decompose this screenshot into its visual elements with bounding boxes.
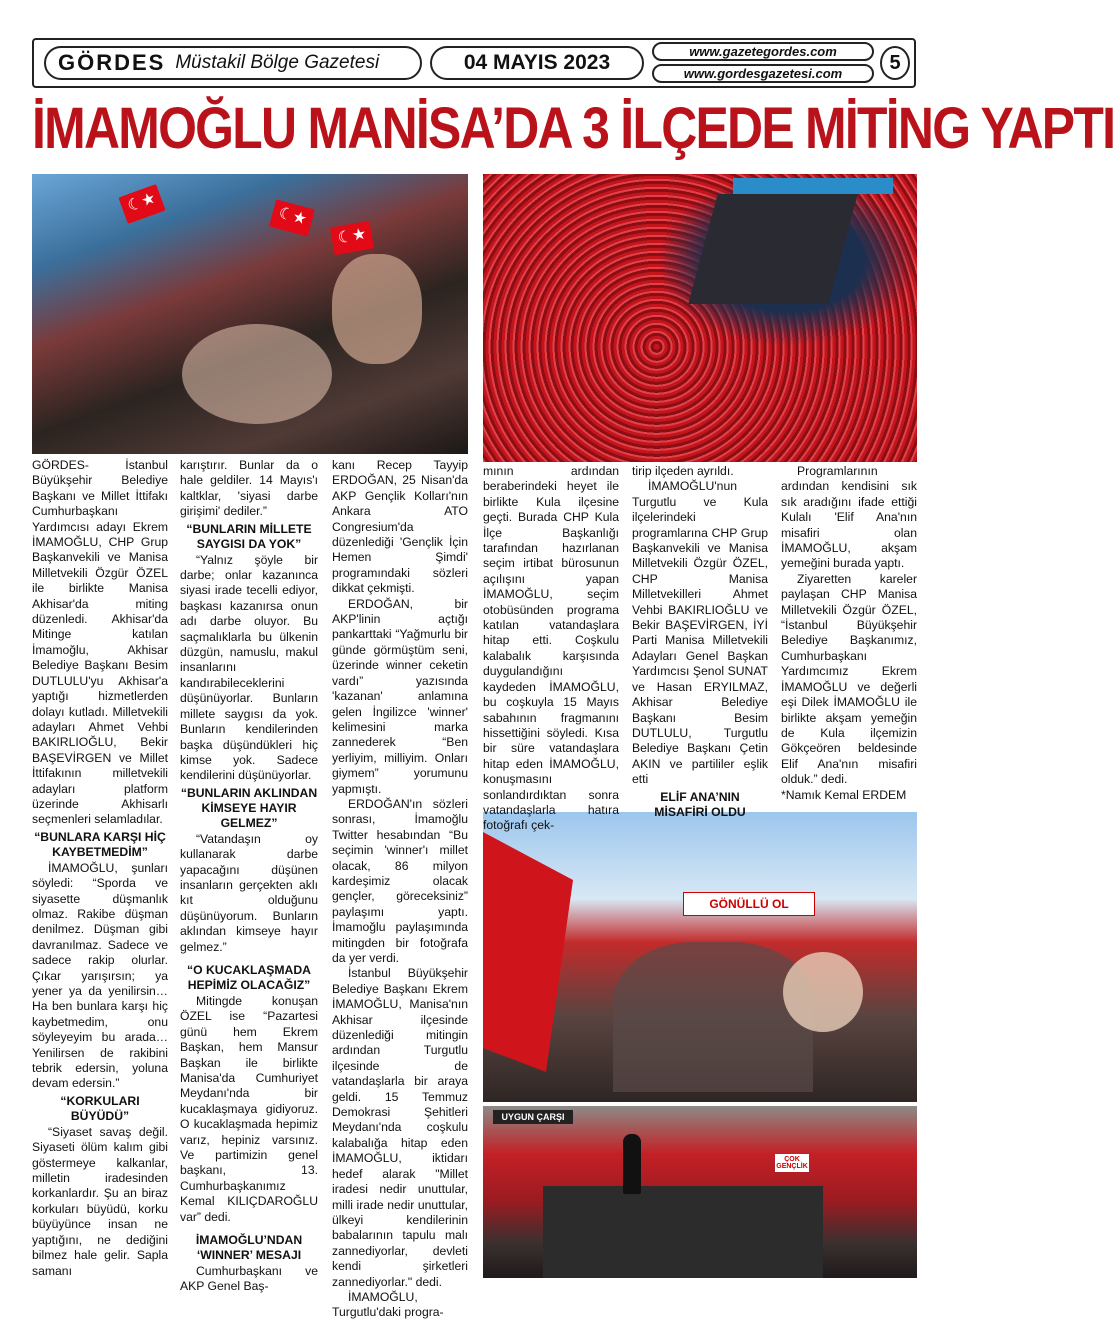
paragraph: “Siyaset savaş değil. Siyaseti ölüm kalım gibi göstermeye kalkanlar, milletin iradesinden korkanlardır. Şu an biraz korkuları büyüdü, korku büyüyünce insan ne yaptığını, ne dediğini bilmez hale gelir. Sapla samanı <box>32 1124 168 1278</box>
subheading: “BUNLARIN MİLLETE SAYGISI DA YOK” <box>186 521 312 551</box>
photo-rally-stage <box>483 1106 917 1278</box>
article-column-1 <box>32 458 168 1279</box>
sign-uygun-carsi: UYGUN ÇARŞI <box>493 1110 573 1124</box>
article-column-4 <box>483 464 619 834</box>
issue-date: 04 MAYIS 2023 <box>430 46 644 80</box>
paragraph: “Vatandaşın oy kullanarak darbe yapacağını düşünen insanların gerçekten aklı kıt olduğunu düşünüyorum. Bunların aklından kimseye hayır gelmez.” <box>180 831 318 954</box>
paragraph: İMAMOĞLU, Turgutlu'daki progra- <box>332 1289 444 1320</box>
paragraph: mının ardından beraberindeki heyet ile birlikte Kula ilçesine geçti. Burada CHP Kula İlçe Başkanlığı tarafından hazırlanan seçim irtibat bürosunun açılışını yapan İMAMOĞLU, seçim otobüsünden programa katılan vatandaşlara hitap etti. Coşkulu kalabalık karşısında duygulandığını kaydeden İMAMOĞLU, bu coşkuyla 15 Mayıs sabahının fragmanını hissettiğini söyledi. Kısa bir süre vatandaşlara hitap eden İMAMOĞLU, konuşmasını sonlandırdıktan sonra vatandaşlarla hatıra fotoğrafı çek- <box>483 464 619 833</box>
article-column-2 <box>180 458 318 1295</box>
banner-gonullu: GÖNÜLLÜ OL <box>683 892 815 916</box>
paragraph: Mitingde konuşan ÖZEL ise “Pazartesi günü hem Ekrem Başkan, hem Mansur Başkan ile birlikte Manisa'da Cumhuriyet Meydanı'nda bir kucaklaşmaya gidiyoruz. O kucaklaşmada hepimiz varız, hepiniz varsınız. Ve partimizin genel başkanı, 13. Cumhurbaşkanımız Kemal KILIÇDAROĞLU var” dedi. <box>180 993 318 1224</box>
author-signature: *Namık Kemal ERDEM <box>781 787 907 802</box>
subheading: “BUNLARA KARŞI HİÇ KAYBETMEDİM” <box>34 829 166 859</box>
subheading: “BUNLARIN AKLINDAN KİMSEYE HAYIR GELMEZ” <box>180 785 318 830</box>
photo-crowd-waving <box>483 812 917 1102</box>
page-number: 5 <box>880 46 910 80</box>
sign-genclik: ÇOK GENÇLİK <box>776 1156 808 1170</box>
subheading: ELİF ANA’NIN MİSAFİRİ OLDU <box>654 789 746 819</box>
paragraph: karıştırır. Bunlar da o hale geldiler. 14 Mayıs'ı kaltklar, 'siyasi darbe girişimi' dediler.” <box>180 458 318 519</box>
paragraph: ERDOĞAN'ın sözleri sonrası, İmamoğlu Twitter hesabından “Bu seçimin 'winner'ı millet olacak, 86 milyon kardeşimiz olacak gençler, göreceksiniz” paylaşımı yaptı. İmamoğlu paylaşımında mitingden bir fotoğrafa da yer verdi. <box>332 796 468 965</box>
paragraph: İMAMOĞLU, şunları söyledi: “Sporda ve siyasette düşmanlık olmaz. Rakibe düşman denilmez. Düşman gibi davranılmaz. Sadece ve sadece rakip olurlar. Çıkar yarışırsın; ya yener ya da yenilirsin… Ha ben bunlara karşı hiç kaybetmedim, onu söyleyeyim bu arada… Yenilirsen de rakibini tebrik edersin, yoluna devam edersin.” <box>32 860 168 1091</box>
subheading: “KORKULARI BÜYÜDÜ” <box>60 1093 140 1123</box>
headline: İMAMOĞLU MANİSA’DA 3 İLÇEDE MİTİNG YAPTI <box>32 96 1114 161</box>
newspaper-name-box <box>44 46 422 80</box>
paragraph: İMAMOĞLU'nun Turgutlu ve Kula ilçelerindeki programlarına CHP Grup Başkanvekili ve Manisa Milletvekili Özgür ÖZEL, CHP Manisa Milletvekilleri Ahmet Vehbi BAKIRLIOĞLU ve Bekir BAŞEVİRGEN, İYİ Parti Manisa Milletvekili Adayları Genel Başkan Yardımcısı Şenol SUNAT ve Hasan ERYILMAZ, Akhisar Belediye Başkanı Besim DUTLULU, Turgutlu Belediye Başkanı Çetin AKIN ve partililer eşlik etti <box>632 479 768 787</box>
paragraph: kanı Recep Tayyip ERDOĞAN, 25 Nisan'da AKP Gençlik Kolları'nın Ankara ATO Congresium'da düzenlediği 'Gençlik İçin Hemen Şimdi' programındaki sözleri dikkat çekmişti. <box>332 458 468 596</box>
website-url-2[interactable]: www.gordesgazetesi.com <box>652 64 874 83</box>
article-column-5 <box>632 464 768 821</box>
paragraph: GÖRDES- İstanbul Büyükşehir Belediye Başkanı ve Millet İttifakı Cumhurbaşkanı Yardımcısı adayı Ekrem İMAMOĞLU, CHP Grup Başkanvekili ve Manisa Milletvekili Özgür ÖZEL ile birlikte Manisa Akhisar'da miting düzenledi. Akhisar'da Mitinge katılan İmamoğlu, Akhisar Belediye Başkanı Besim DUTLULU'yu Akhisar'a yaptığı hizmetlerden dolayı kutladı. Milletvekili adayları Ahmet Vehbi BAKIRLIOĞLU, Bekir BAŞEVİRGEN ve Millet İttifakının milletvekili adayları platform üzerinde Akhisarlı seçmenleri selamladılar. <box>32 458 168 827</box>
newspaper-tagline: Müstakil Bölge Gazetesi <box>175 52 380 73</box>
masthead <box>32 38 916 88</box>
paragraph: ERDOĞAN, bir AKP'linin açtığı pankarttaki “Yağmurlu bir günde görmüştüm seni, üzerinde winner ceketin vardı” yazısında 'kazanan' anlamına gelen İngilizce 'winner' kelimesini marka zannederek “Ben yerliyim, milliyim. Onları giymem” yorumunu yapmıştı. <box>332 596 468 796</box>
photo-aerial-crowd <box>483 174 917 462</box>
article-column-6 <box>781 464 917 803</box>
subheading: “O KUCAKLAŞMADA HEPİMİZ OLACAĞIZ” <box>187 962 311 992</box>
paragraph: İstanbul Büyükşehir Belediye Başkanı Ekrem İMAMOĞLU, Manisa'nın Akhisar ilçesinde düzenlediği mitingin ardından Turgutlu ilçesinde de vatandaşlarla bir araya geldi. 15 Temmuz Demokrasi Şehitleri Meydanı'nda coşkulu kalabalığa hitap eden İMAMOĞLU, iktidarı hedef alarak "Millet iradesi nedir unuttular, milli irade nedir unuttular, ülkeyi kendilerinin babalarının tapulu malı zannediyorlar, devleti kendi şirketleri zannediyorlar." dedi. <box>332 966 468 1289</box>
paragraph: Programlarının ardından kendisini sık sık aradığını ifade ettiği Kulalı 'Elif Ana'nın misafiri olan İMAMOĞLU, akşam yemeğini burada yaptı. <box>781 464 917 571</box>
paragraph: “Yalnız şöyle bir darbe; onlar kazanınca siyasi irade tecelli ediyor, başkası kazanırsa onun adı darbe oluyor. Bu saçmalıklarla bu ülkenin düzgün, namuslu, makul insanlarını kandırabileceklerini düşünüyorlar. Bunların millete saygısı da yok. Bunların kendilerinden başka düşündükleri hiç kimse yok. Sadece kendilerini düşünüyorlar. <box>180 552 318 783</box>
paragraph: tirip ilçeden ayrıldı. <box>632 464 734 478</box>
newspaper-name: GÖRDES <box>58 50 166 75</box>
photo-imamoglu-embrace <box>32 174 468 454</box>
subheading: İMAMOĞLU’NDAN ‘WINNER’ MESAJI <box>195 1233 303 1263</box>
paragraph: Ziyaretten kareler paylaşan CHP Manisa Milletvekili Özgür ÖZEL, “İstanbul Büyükşehir Belediye Başkanımız, Cumhurbaşkanı Yardımcımız Ekrem İMAMOĞLU ve değerli eşi Dilek İMAMOĞLU ile birlikte akşam yemeğin de Kula ilçemizin Gökçeören beldesinde Elif Ana'nın misafiri olduk.” dedi. <box>781 571 917 787</box>
website-url-1[interactable]: www.gazetegordes.com <box>652 42 874 61</box>
paragraph: Cumhurbaşkanı ve AKP Genel Baş- <box>180 1264 318 1294</box>
article-column-3 <box>332 458 468 1321</box>
